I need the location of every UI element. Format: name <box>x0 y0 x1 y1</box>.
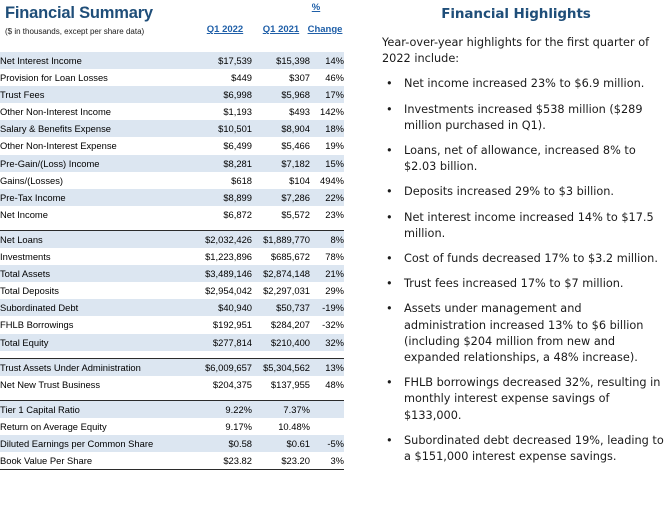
table-row <box>0 103 344 120</box>
row-label: Gains/(Losses) <box>0 174 64 186</box>
list-item-text: Net income increased 23% to $6.9 million. <box>404 77 645 91</box>
list-item <box>360 375 666 424</box>
list-item <box>360 433 666 465</box>
section-divider <box>0 351 344 359</box>
row-value-q1-2021: $5,968 <box>252 86 310 103</box>
list-item <box>360 210 666 242</box>
row-label: Provision for Loan Losses <box>0 72 108 84</box>
bullet-icon: • <box>386 144 393 158</box>
financial-highlights-list <box>360 76 672 465</box>
table-row <box>0 230 344 248</box>
bullet-icon: • <box>386 433 393 447</box>
row-value-q1-2021: $307 <box>289 72 310 84</box>
row-value-q1-2022: $1,193 <box>223 106 252 118</box>
row-value-q1-2022: $6,499 <box>223 140 252 152</box>
bullet-icon: • <box>386 185 393 199</box>
row-value-q1-2022: $0.58 <box>192 435 252 452</box>
list-item-text: FHLB borrowings decreased 32%, resulting in monthly interest expense savings of $133,000. <box>404 376 661 422</box>
row-value-q1-2021: $5,572 <box>281 208 310 220</box>
column-header-q1-2021: Q1 2021 <box>262 24 300 35</box>
table-row <box>0 69 344 86</box>
row-value-q1-2022: $17,539 <box>192 52 252 69</box>
row-value-q1-2021: $685,672 <box>270 251 310 263</box>
section-divider-cell <box>0 223 344 231</box>
row-value-q1-2021: $210,400 <box>252 334 310 351</box>
row-value-q1-2022: $8,281 <box>192 155 252 172</box>
list-item <box>360 143 666 175</box>
row-value-q1-2021: 7.37% <box>252 400 310 418</box>
table-row <box>0 137 344 154</box>
table-row <box>0 86 344 103</box>
bullet-icon: • <box>386 77 393 91</box>
row-value-q1-2021: $8,904 <box>252 120 310 137</box>
list-item-text: Investments increased $538 million ($289 million purchased in Q1). <box>404 102 643 132</box>
row-value-q1-2022: $192,951 <box>212 319 252 331</box>
row-label: Tier 1 Capital Ratio <box>0 400 192 418</box>
row-label: Other Non-Interest Income <box>0 106 111 118</box>
row-value-q1-2021: $23.20 <box>281 455 310 467</box>
row-label: Book Value Per Share <box>0 455 93 467</box>
row-value-change: 32% <box>310 334 344 351</box>
row-value-q1-2022: $2,032,426 <box>192 230 252 248</box>
row-label: Subordinated Debt <box>0 299 192 316</box>
table-bottom-rule <box>0 470 344 477</box>
table-row <box>0 334 344 351</box>
row-value-q1-2022: $6,009,657 <box>192 358 252 376</box>
row-value-change: 17% <box>310 86 344 103</box>
table-body <box>0 52 344 476</box>
row-label: Salary & Benefits Expense <box>0 120 192 137</box>
row-label: Net New Trust Business <box>0 378 101 390</box>
row-value-q1-2022: 9.17% <box>225 420 252 432</box>
row-value-q1-2021: $137,955 <box>270 378 310 390</box>
list-item <box>360 276 666 292</box>
bullet-icon: • <box>386 102 393 116</box>
row-label: Investments <box>0 251 51 263</box>
row-value-q1-2022: $1,223,896 <box>205 251 252 263</box>
bullet-icon: • <box>386 376 393 390</box>
row-value-change: 23% <box>325 208 344 220</box>
row-value-q1-2021: $15,398 <box>252 52 310 69</box>
row-label: Trust Fees <box>0 86 192 103</box>
table-row <box>0 452 344 470</box>
list-item <box>360 301 666 366</box>
row-value-q1-2022: $6,872 <box>223 208 252 220</box>
table-row <box>0 172 344 189</box>
table-row <box>0 358 344 376</box>
row-value-change: 46% <box>325 72 344 84</box>
row-label: FHLB Borrowings <box>0 319 74 331</box>
row-value-q1-2021: $5,466 <box>281 140 310 152</box>
table-row <box>0 265 344 282</box>
row-value-change: 142% <box>320 106 344 118</box>
row-label: Net Interest Income <box>0 52 192 69</box>
table-row <box>0 155 344 172</box>
row-label: Net Loans <box>0 230 192 248</box>
column-header-q1-2022: Q1 2022 <box>206 24 244 35</box>
table-row <box>0 206 344 223</box>
row-value-q1-2022: $3,489,146 <box>192 265 252 282</box>
row-value-q1-2021: $0.61 <box>252 435 310 452</box>
row-value-q1-2022: $10,501 <box>192 120 252 137</box>
list-item <box>360 251 666 267</box>
row-value-q1-2022: $23.82 <box>223 455 252 467</box>
row-value-change: 48% <box>325 378 344 390</box>
bullet-icon: • <box>386 302 393 316</box>
row-value-q1-2021: $493 <box>289 106 310 118</box>
bullet-icon: • <box>386 277 393 291</box>
row-value-change: 15% <box>310 155 344 172</box>
row-label: Other Non-Interest Expense <box>0 140 117 152</box>
row-label: Net Income <box>0 208 48 220</box>
section-divider <box>0 223 344 231</box>
row-value-change: 18% <box>310 120 344 137</box>
row-value-q1-2022: $6,998 <box>192 86 252 103</box>
table-row <box>0 400 344 418</box>
table-row <box>0 376 344 393</box>
list-item <box>360 184 666 200</box>
table-row <box>0 248 344 265</box>
list-item-text: Subordinated debt decreased 19%, leading to a $151,000 interest expense savings. <box>404 433 664 464</box>
row-value-q1-2021: $7,286 <box>252 189 310 206</box>
financial-highlights-panel <box>360 0 672 516</box>
row-value-q1-2022: $277,814 <box>192 334 252 351</box>
row-value-change: -19% <box>310 299 344 316</box>
financial-highlights-title: Financial Highlights <box>441 6 591 22</box>
row-value-change: 8% <box>310 230 344 248</box>
row-value-change: -32% <box>322 319 344 331</box>
row-label: Trust Assets Under Administration <box>0 358 192 376</box>
row-value-q1-2022: $8,899 <box>192 189 252 206</box>
table-row <box>0 435 344 452</box>
table-row <box>0 316 344 333</box>
bullet-icon: • <box>386 252 393 266</box>
list-item-text: Loans, net of allowance, increased 8% to $2.03 billion. <box>404 144 636 174</box>
row-value-change: 3% <box>330 455 344 467</box>
table-row <box>0 299 344 316</box>
column-header-percent-symbol: % <box>311 2 321 13</box>
row-value-change: 14% <box>310 52 344 69</box>
row-value-change: -5% <box>310 435 344 452</box>
row-value-q1-2021: $284,207 <box>270 319 310 331</box>
list-item-text: Net interest income increased 14% to $17.5 million. <box>404 210 654 240</box>
row-value-change: 19% <box>325 140 344 152</box>
row-value-q1-2021: $50,737 <box>252 299 310 316</box>
section-divider-cell <box>0 351 344 359</box>
row-value-q1-2022: $204,375 <box>212 378 252 390</box>
list-item-text: Cost of funds decreased 17% to $3.2 million. <box>404 252 658 266</box>
list-item-text: Assets under management and administration increased 13% to $6 billion (including $204 million from new and expanded relationships, a 48% increase). <box>404 302 644 365</box>
row-value-q1-2022: $2,954,042 <box>205 285 252 297</box>
row-value-q1-2022: $40,940 <box>192 299 252 316</box>
financial-highlights-intro: Year-over-year highlights for the first quarter of 2022 include: <box>382 36 650 66</box>
row-label: Total Equity <box>0 334 192 351</box>
list-item <box>360 102 666 134</box>
row-value-q1-2021: $5,304,562 <box>252 358 310 376</box>
row-value-q1-2021: 10.48% <box>278 420 310 432</box>
row-value-change <box>310 400 344 418</box>
row-value-change <box>310 418 344 435</box>
row-value-q1-2021: $2,297,031 <box>263 285 310 297</box>
row-value-q1-2021: $7,182 <box>252 155 310 172</box>
bullet-icon: • <box>386 210 393 224</box>
row-value-change: 13% <box>310 358 344 376</box>
table-row <box>0 120 344 137</box>
table-column-headers <box>0 24 344 40</box>
list-item-text: Trust fees increased 17% to $7 million. <box>404 277 624 291</box>
table-row <box>0 282 344 299</box>
row-value-change: 21% <box>310 265 344 282</box>
column-header-change: Change <box>307 24 343 35</box>
list-item-text: Deposits increased 29% to $3 billion. <box>404 185 615 199</box>
table-bottom-rule-cell <box>0 470 344 477</box>
row-value-change: 494% <box>320 174 344 186</box>
row-value-change: 29% <box>325 285 344 297</box>
row-value-q1-2022: 9.22% <box>192 400 252 418</box>
table-row <box>0 52 344 69</box>
row-label: Total Deposits <box>0 285 59 297</box>
row-label: Pre-Gain/(Loss) Income <box>0 155 192 172</box>
row-value-q1-2022: $618 <box>231 174 252 186</box>
row-label: Pre-Tax Income <box>0 189 192 206</box>
row-value-q1-2021: $1,889,770 <box>252 230 310 248</box>
list-item <box>360 76 666 92</box>
row-value-q1-2021: $2,874,148 <box>252 265 310 282</box>
row-label: Return on Average Equity <box>0 420 107 432</box>
table-row <box>0 189 344 206</box>
table-row <box>0 418 344 435</box>
section-divider <box>0 393 344 401</box>
financial-summary-table <box>0 52 344 476</box>
row-value-q1-2021: $104 <box>289 174 310 186</box>
row-label: Diluted Earnings per Common Share <box>0 435 192 452</box>
row-label: Total Assets <box>0 265 192 282</box>
row-value-change: 22% <box>310 189 344 206</box>
financial-summary-subtitle: ($ in thousands, except per share data) <box>5 27 145 36</box>
section-divider-cell <box>0 393 344 401</box>
row-value-q1-2022: $449 <box>231 72 252 84</box>
row-value-change: 78% <box>325 251 344 263</box>
financial-summary-title: Financial Summary <box>5 4 153 22</box>
